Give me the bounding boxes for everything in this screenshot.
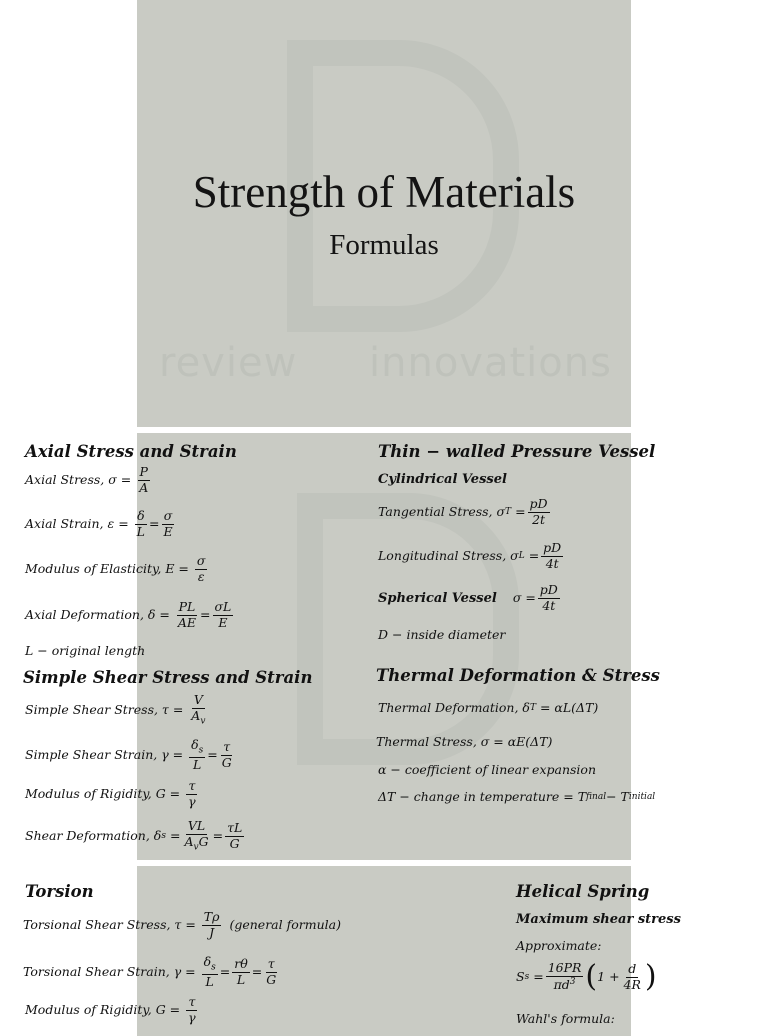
formula-tangential-stress: Tangential Stress, σ T = pD 2t [378, 496, 548, 527]
label-wahl-formula: Wahl's formula: [516, 1011, 615, 1026]
note-inside-diameter: D − inside diameter [378, 627, 506, 642]
formula-axial-strain: Axial Strain, ε = δ L = σ E [25, 508, 173, 539]
label-approximate: Approximate: [516, 938, 602, 953]
formula-spring-approx: S s = 16PR $\pi d^3$ ( 1 + d 4R ) [516, 959, 657, 994]
formula-thermal-deformation: Thermal Deformation, δ T = αL(ΔT) [378, 700, 599, 715]
subheading-max-shear: Maximum shear stress [516, 912, 681, 927]
formula-shear-strain: Simple Shear Strain, γ = $\delta_s$ L = τ G [25, 737, 232, 772]
section-heading-vessel: Thin − walled Pressure Vessel [378, 442, 656, 461]
formula-torsion-rigidity: Modulus of Rigidity, G = τ γ [25, 994, 196, 1025]
note-alpha: α − coefficient of linear expansion [378, 762, 596, 777]
section-heading-torsion: Torsion [25, 882, 94, 901]
formula-modulus-elasticity: Modulus of Elasticity, E = σ ε [25, 553, 206, 584]
note-original-length: L − original length [25, 643, 146, 658]
formula-axial-stress: Axial Stress, σ = P A [25, 464, 149, 495]
formula-torsional-strain: Torsional Shear Strain, γ = $\delta_s$ L = rθ L = τ G [23, 954, 277, 989]
watermark-review: review [159, 340, 298, 386]
subheading-cylindrical: Cylindrical Vessel [378, 472, 507, 487]
formula-shear-deformation: Shear Deformation, δ s = VL $A_vG$ = τL G [25, 818, 243, 852]
note-delta-t: ΔT − change in temperature = T final − T initial [378, 789, 656, 804]
section-heading-thermal: Thermal Deformation & Stress [376, 666, 660, 685]
formula-thermal-stress: Thermal Stress, σ = αE(ΔT) [376, 734, 553, 749]
formula-spherical-vessel: Spherical Vessel σ = $\frac{pD}{4t}$ [378, 582, 558, 613]
formula-shear-stress: Simple Shear Stress, τ = V $A_v$ [25, 692, 206, 726]
section-heading-axial: Axial Stress and Strain [25, 442, 237, 461]
page-subtitle: Formulas [329, 229, 439, 261]
formula-longitudinal-stress: Longitudinal Stress, σ L = pD 4t [378, 540, 562, 571]
section-heading-spring: Helical Spring [516, 882, 650, 901]
watermark-innovations: innovations [369, 340, 612, 386]
formula-modulus-rigidity: Modulus of Rigidity, G = τ γ [25, 778, 196, 809]
page-title: Strength of Materials [192, 167, 576, 217]
section-heading-shear: Simple Shear Stress and Strain [23, 668, 313, 687]
formula-axial-deformation: Axial Deformation, δ = PL AE = σL E [25, 599, 232, 630]
formula-torsional-stress: Torsional Shear Stress, τ = Tρ J (general formula) [23, 909, 341, 940]
